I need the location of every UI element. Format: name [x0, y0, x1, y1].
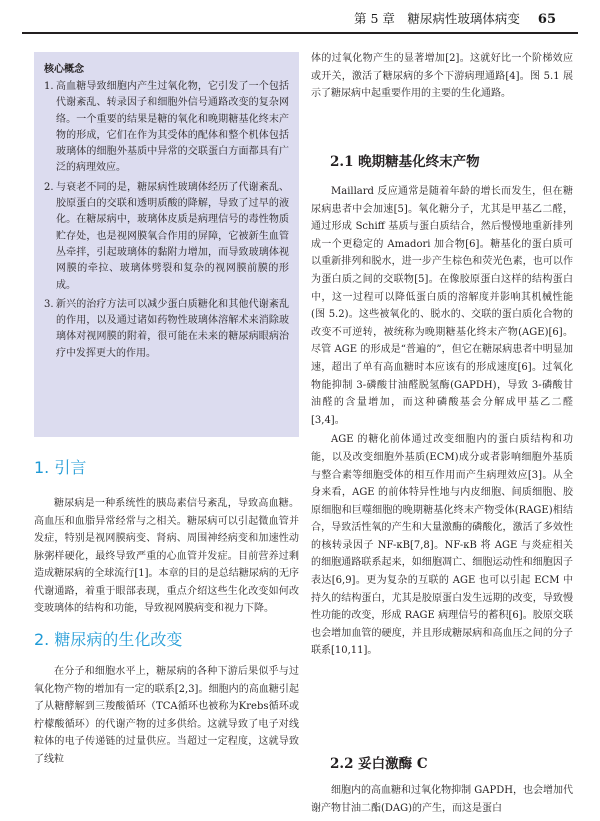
key-concepts-box: [34, 52, 299, 437]
key-concept-number: 1.: [44, 81, 54, 92]
section-body-biochemical-changes: [34, 663, 299, 768]
key-concept-text: 新兴的治疗方法可以减少蛋白质糖化和其他代谢紊乱的作用，以及通过诸如药物性玻璃体溶解术来消除玻璃体对视网膜的附着，很可能在未来的糖尿病眼病治疗中发挥更大的作用。: [56, 298, 289, 359]
key-concept-text: 与衰老不同的是，糖尿病性玻璃体经历了代谢紊乱、胶原蛋白的交联和透明质酸的降解，导致了过早的液化。在糖尿病中，玻璃体皮质是病理信号的毒性物质贮存处，也是视网膜氧合作用的屏障，它被新生血管丛牵拌，引起玻璃体的黏附力增加，而导致玻璃体视网膜的牵拉、玻璃体劈裂和复杂的视网膜前膜的形成。: [56, 181, 289, 291]
paragraph: 体的过氧化物产生的显著增加[2]。这就好比一个阶梯效应或开关，激活了糖尿病的多个下游病理通路[4]。图 5.1 展示了糖尿病中起重要作用的主要的生化通路。: [311, 53, 573, 100]
section-heading-biochemical-changes: 2. 糖尿病的生化改变: [34, 630, 183, 649]
chapter-title: 第 5 章 糖尿病性玻璃体病变: [354, 11, 520, 26]
key-concept-text: 高血糖导致细胞内产生过氧化物，它引发了一个包括代谢紊乱、转录因子和细胞外信号通路改变的复杂网络。一个重要的结果是糖的氧化和晚期糖基化终末产物的形成，它们在作为其受体的配体和整个机体包括玻璃体的细胞外基质中异常的交联蛋白方面都具有广泛的病理效应。: [56, 81, 289, 174]
section-body-age: [311, 183, 573, 660]
key-concept-item: [44, 180, 289, 294]
section-heading-age: 2.1 晚期糖基化终末产物: [330, 154, 480, 170]
page-number: 65: [537, 12, 556, 27]
section-body-introduction: [34, 495, 299, 618]
page-header: [0, 0, 600, 34]
key-concept-number: 2.: [44, 181, 54, 193]
key-concept-item: [44, 297, 289, 362]
left-column: [34, 52, 299, 437]
paragraph: 糖尿病是一种系统性的胰岛素信号紊乱，导致高血糖。高血压和血脂异常经常与之相关。糖尿病可以引起微血管并发症，特别是视网膜病变、肾病、周围神经病变和加速性动脉粥样硬化，最终导致严重的心血管并发症。目前营养过剩造成糖尿病的全球流行[1]。本章的目的是总结糖尿病的无序代谢通路，着重于眼部表现，重点介绍这些生化改变如何改变玻璃体的结构和功能，导致视网膜病变和视力下降。: [34, 498, 299, 614]
key-concept-item: [44, 79, 289, 177]
paragraph: 在分子和细胞水平上，糖尿病的各种下游后果似乎与过氧化物产物的增加有一定的联系[2,3]。细胞内的高血糖引起了从糖酵解到三羧酸循环（TCA循环也被称为Krebs循环或柠檬酸循环）的代谢产物的过多供给。这就导致了电子对线粒体的电子传递链的过量供应。当超过一定程度，这就导致了线粒: [34, 666, 299, 765]
section-heading-protein-kinase-c: 2.2 妥白激酶 C: [330, 756, 428, 772]
key-concept-number: 3.: [44, 298, 54, 310]
header-rule: [22, 32, 578, 34]
key-concepts-title: 核心概念: [44, 64, 84, 75]
paragraph: AGE 的糖化前体通过改变细胞内的蛋白质结构和功能，以及改变细胞外基质(ECM)成分或者影响细胞外基质与整合素等细胞受体的相互作用而产生病理效应[3]。从全身来看，AGE 的前体特异性地与内皮细胞、间质细胞、胶原细胞和巨噬细胞的晚期糖基化终末产物受体(RAGE)相结合，导致活性氧的产生和大量激酶的磷酸化，激活了多效性的核转录因子 NF-κB[7,8]。NF-κB 将 AGE 与炎症相关的细胞通路联系起来，如细胞凋亡、细胞运动性和细胞因子表达[6,9]。更为复杂的互联的 AGE 也可以引起 ECM 中持久的结构蛋白，尤其是胶原蛋白发生远期的改变，导致慢性功能的改变，形成 RAGE 病理信号的蓄积[6]。胶原交联也会增加血管的硬度，并且形成糖尿病和高血压之间的分子联系[10,11]。: [311, 434, 573, 657]
section-body-protein-kinase-c: [311, 782, 573, 817]
running-header: [354, 9, 556, 27]
right-column-continuation: [311, 50, 573, 103]
paragraph: 细胞内的高血糖和过氧化物抑制 GAPDH，也会增加代谢产物甘油二酯(DAG)的产生，而这是蛋白: [311, 785, 573, 814]
section-heading-introduction: 1. 引言: [34, 458, 87, 477]
paragraph: Maillard 反应通常是随着年龄的增长而发生，但在糖尿病患者中会加速[5]。氧化糖分子，尤其是甲基乙二醛，通过形成 Schiff 基质与蛋白质结合，然后慢慢地重新排列成一个更稳定的 Amadori 加合物[6]。糖基化的蛋白质可以重新排列和脱水，进一步产生棕色和荧光色素，也可以作为蛋白质之间的交联物[5]。在像胶原蛋白这样的结构蛋白中，这一过程可以降低蛋白质的溶解度并影响其机械性能(图 5.2)。这些被氧化的、脱水的、交联的蛋白质化合物的改变不可逆转，被统称为晚期糖基化终末产物(AGE)[6]。尽管 AGE 的形成是“普遍的”，但它在糖尿病患者中明显加速，超出了单有高血糖时本应该有的形成速度[6]。过氧化物能抑制 3-磷酸甘油醛脱氢酶(GAPDH)，导致 3-磷酸甘油醛的含量增加，而这种磷酸基会分解成甲基乙二醛[3,4]。: [311, 186, 573, 426]
